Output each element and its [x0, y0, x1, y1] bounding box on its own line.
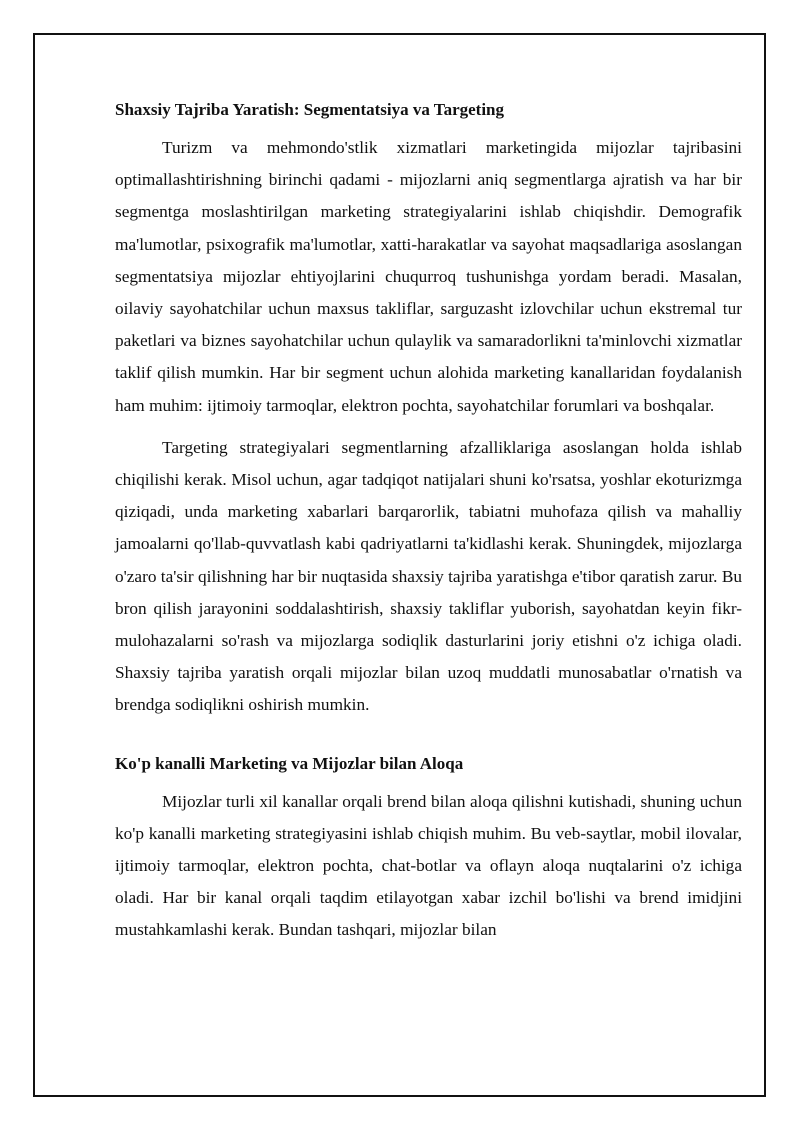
paragraph-segmentation: Turizm va mehmondo'stlik xizmatlari marketingida mijozlar tajribasini optimallashtirishning birinchi qadami - mijozlarni aniq segmentlarga ajratish va har bir segmentga moslashtirilgan marketing strategiyalarini ishlab chiqishdir. Demografik ma'lumotlar, psixografik ma'lumotlar, xatti-harakatlar va sayohat maqsadlariga asoslangan segmentatsiya mijozlar ehtiyojlarini chuqurroq tushunishga yordam beradi. Masalan, oilaviy sayohatchilar uchun maxsus takliflar, sarguzasht izlovchilar uchun ekstremal tur paketlari va biznes sayohatchilar uchun qulaylik va samaradorlikni ta'minlovchi xizmatlar taklif qilish mumkin. Har bir segment uchun alohida marketing kanallaridan foydalanish ham muhim: ijtimoiy tarmoqlar, elektron pochta, sayohatchilar forumlari va boshqalar. — [115, 138, 742, 415]
paragraph-targeting: Targeting strategiyalari segmentlarning afzalliklariga asoslangan holda ishlab chiqilishi kerak. Misol uchun, agar tadqiqot natijalari shuni ko'rsatsa, yoshlar ekoturizmga qiziqadi, unda marketing xabarlari barqarorlik, tabiatni muhofaza qilish va mahalliy jamoalarni qo'llab-quvvatlash kabi qadriyatlarni ta'kidlashi kerak. Shuningdek, mijozlarga o'zaro ta'sir qilishning har bir nuqtasida shaxsiy tajriba yaratishga e'tibor qaratish zarur. Bu bron qilish jarayonini soddalashtirish, shaxsiy takliflar yuborish, sayohatdan keyin fikr-mulohazalarni so'rash va mijozlarga sodiqlik dasturlarini joriy etishni o'z ichiga oladi. Shaxsiy tajriba yaratish orqali mijozlar bilan uzoq muddatli munosabatlar o'rnatish va brendga sodiqlikni oshirish mumkin. — [115, 437, 742, 715]
section-heading-multichannel: Ko'p kanalli Marketing va Mijozlar bilan Aloqa — [115, 753, 464, 773]
document-body — [115, 98, 742, 947]
paragraph-multichannel: Mijozlar turli xil kanallar orqali brend bilan aloqa qilishni kutishadi, shuning uchun ko'p kanalli marketing strategiyasini ishlab chiqish muhim. Bu veb-saytlar, mobil ilovalar, ijtimoiy tarmoqlar, elektron pochta, chat-botlar va oflayn aloqa nuqtalarini o'z ichiga oladi. Har bir kanal orqali taqdim etilayotgan xabar izchil bo'lishi va brend imidjini mustahkamlashi kerak. Bundan tashqari, mijozlar bilan — [115, 791, 742, 940]
section-heading-segmentation: Shaxsiy Tajriba Yaratish: Segmentatsiya va Targeting — [115, 100, 504, 119]
